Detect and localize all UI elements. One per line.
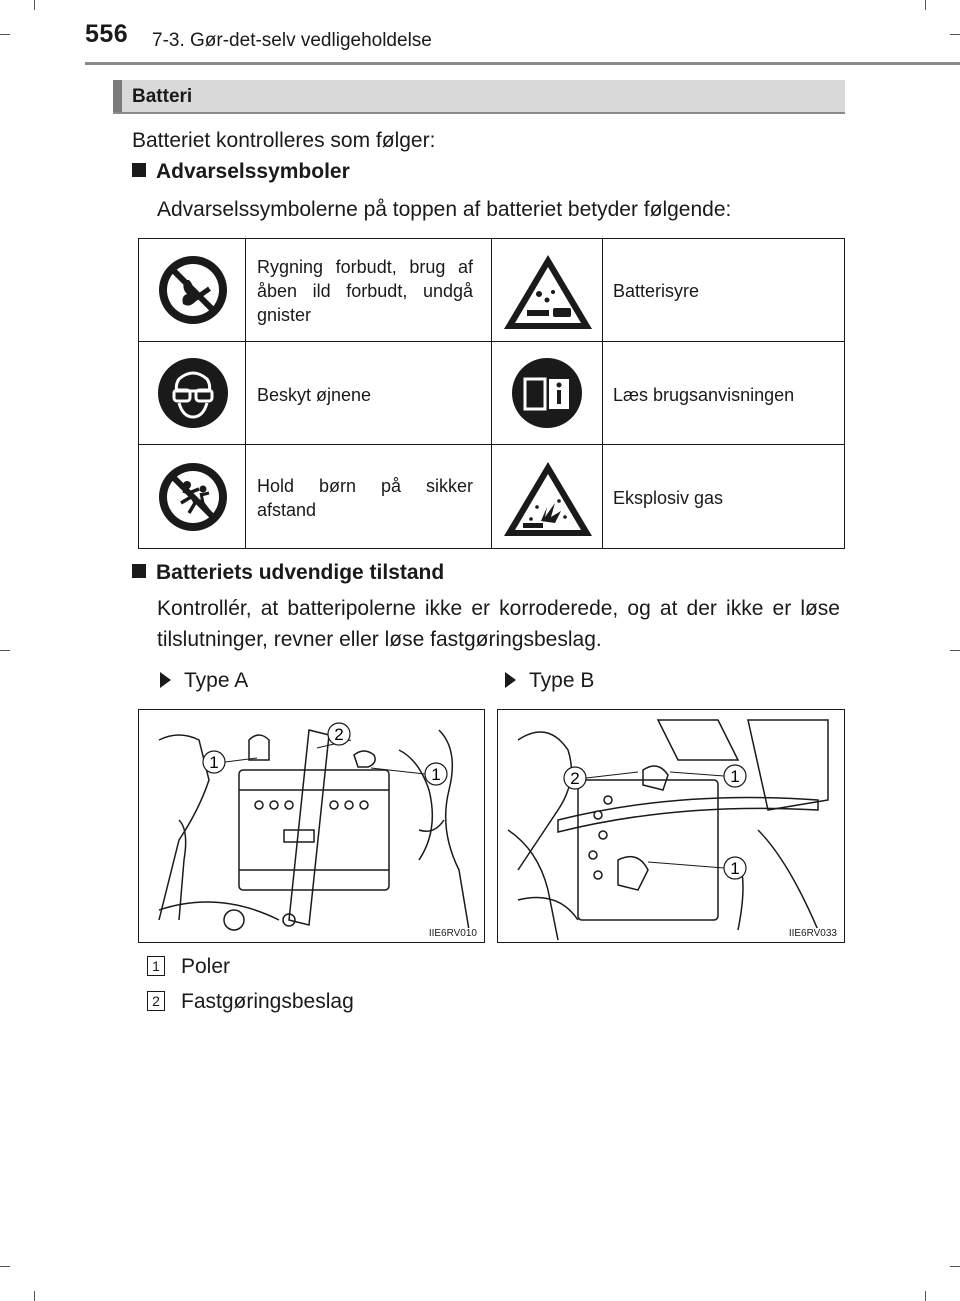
legend-number: 2 (147, 991, 165, 1011)
table-cell (492, 445, 602, 549)
crop-mark (0, 34, 10, 35)
subheading-exterior-condition (132, 561, 444, 585)
subheading-warning-symbols (132, 160, 350, 184)
warning-symbols-table (138, 238, 845, 549)
symbol-description: Beskyt øjnene (257, 385, 372, 405)
eye-protection-icon (157, 357, 229, 429)
page-number: 556 (85, 20, 129, 48)
crop-mark (950, 1266, 960, 1267)
section-title-bar (113, 80, 845, 114)
symbol-description: Læs brugsanvisningen (613, 385, 795, 405)
battery-type-a-illustration (138, 709, 485, 943)
crop-mark (0, 650, 10, 651)
table-row (139, 342, 245, 444)
legend-text: Poler (181, 955, 231, 978)
intro-text: Batteriet kontrolleres som følger: (132, 129, 436, 152)
no-smoking-icon (157, 254, 229, 326)
table-divider (245, 239, 246, 548)
arrow-right-icon (505, 672, 516, 688)
crop-mark (34, 0, 35, 10)
subheading-text: Batteriets udvendige tilstand (156, 561, 445, 584)
arrow-right-icon (160, 672, 171, 688)
callout-number: 2 (570, 769, 580, 788)
crop-mark (925, 1291, 926, 1301)
chapter-title: 7-3. Gør-det-selv vedligeholdelse (152, 30, 432, 51)
explosive-gas-icon (501, 459, 595, 539)
symbol-description: Batterisyre (613, 281, 700, 301)
crop-mark (925, 0, 926, 10)
table-divider (602, 239, 603, 548)
type-a-label (160, 665, 248, 696)
legend-text: Fastgøringsbeslag (181, 990, 354, 1013)
section-title: Batteri (132, 86, 193, 107)
callout-number: 1 (431, 765, 441, 784)
table-row (139, 445, 245, 549)
battery-type-b-illustration (497, 709, 845, 943)
battery-acid-icon (501, 252, 595, 332)
type-label-text: Type A (184, 669, 249, 692)
symbol-description: Hold børn på sikker afstand (257, 476, 473, 520)
table-cell (492, 342, 602, 444)
read-manual-icon (511, 357, 583, 429)
callout-number: 1 (730, 859, 740, 878)
battery-type-a-drawing (139, 710, 484, 942)
exterior-description: Kontrollér, at batteripolerne ikke er korroderede, og at der ikke er løse tilslutninger, revner eller løse fastgøringsbeslag. (157, 597, 840, 651)
legend-number: 1 (147, 956, 165, 976)
section-bar-stripe (113, 80, 122, 112)
table-cell (492, 239, 602, 341)
symbol-description: Eksplosiv gas (613, 488, 724, 508)
callout-number: 2 (334, 725, 344, 744)
type-label-text: Type B (529, 669, 595, 692)
bullet-square-icon (132, 564, 146, 578)
table-row (139, 239, 245, 341)
bullet-square-icon (132, 163, 146, 177)
keep-children-away-icon (157, 461, 229, 533)
callout-number: 1 (209, 753, 219, 772)
legend-item (147, 990, 354, 1014)
warning-symbols-description: Advarselssymbolerne på toppen af batteriet betyder følgende: (157, 198, 732, 221)
battery-type-b-drawing (498, 710, 844, 942)
crop-mark (950, 34, 960, 35)
image-code: IIE6RV033 (786, 928, 840, 939)
symbol-description: Rygning forbudt, brug af åben ild forbudt, undgå gnister (257, 257, 473, 325)
crop-mark (950, 650, 960, 651)
legend-item (147, 955, 230, 979)
crop-mark (0, 1266, 10, 1267)
image-code: IIE6RV010 (426, 928, 480, 939)
crop-mark (34, 1291, 35, 1301)
header-rule (85, 62, 960, 65)
subheading-text: Advarselssymboler (156, 160, 350, 183)
type-b-label (505, 665, 594, 696)
callout-number: 1 (730, 767, 740, 786)
